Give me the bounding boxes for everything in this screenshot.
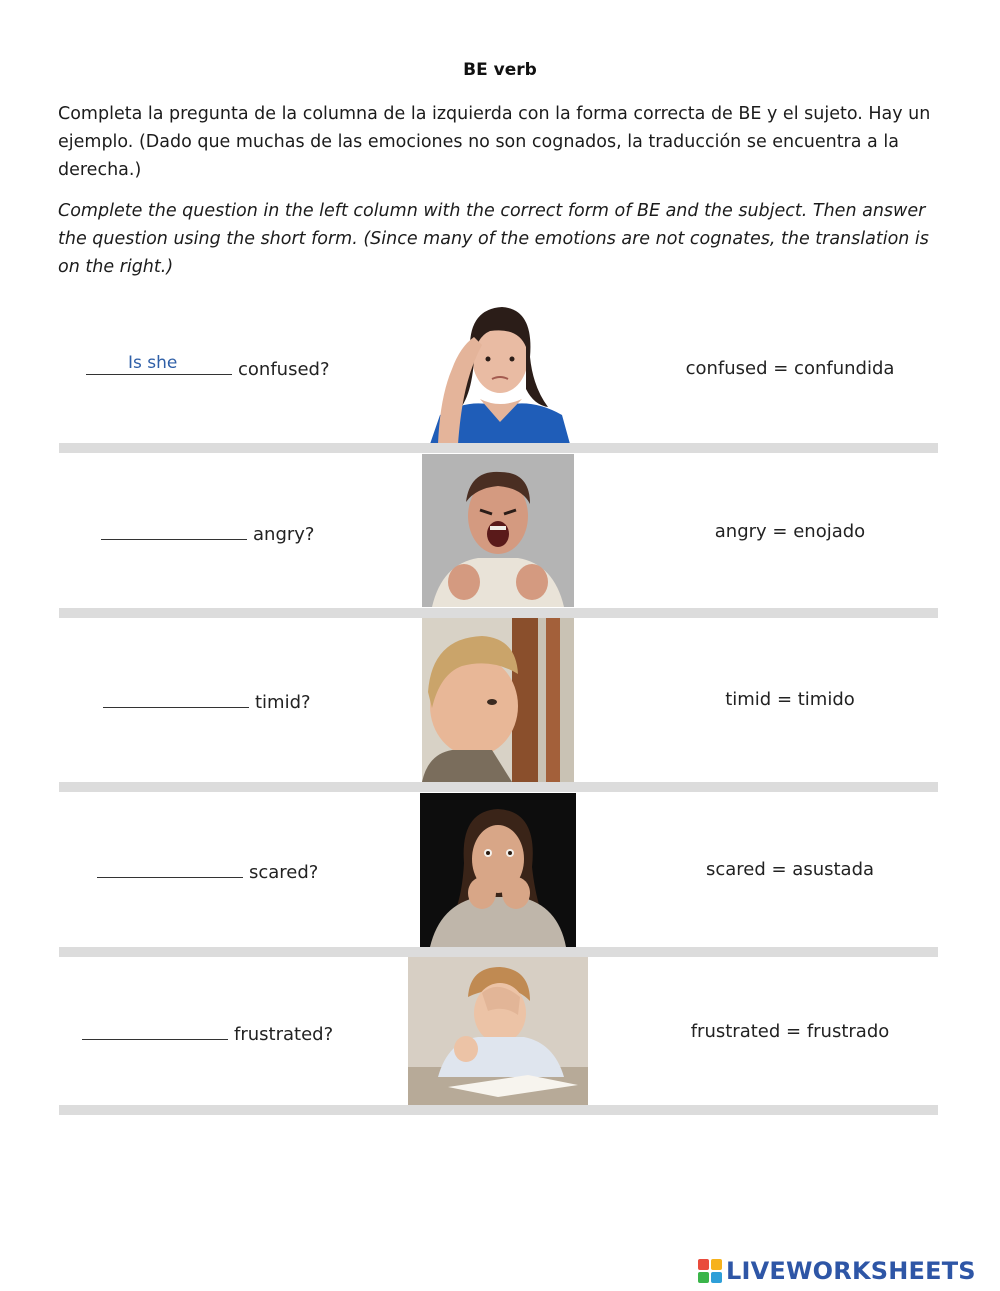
- answer-input-2[interactable]: [101, 521, 247, 540]
- row-divider-5: [59, 1105, 938, 1115]
- question-4: [97, 859, 318, 883]
- question-1: [86, 353, 330, 380]
- translation-2: angry = enojado: [714, 521, 866, 542]
- photo-frustrated-boy: [408, 957, 588, 1105]
- photo-angry-man: [422, 454, 574, 607]
- row-divider-2: [59, 608, 938, 618]
- question-5: [82, 1021, 333, 1045]
- question-label-5: frustrated?: [234, 1024, 334, 1045]
- liveworksheets-logo: [698, 1256, 976, 1286]
- answer-input-1[interactable]: [86, 353, 232, 375]
- question-label-3: timid?: [255, 692, 311, 713]
- translation-1: confused = confundida: [685, 358, 895, 379]
- liveworksheets-logo-text: LIVEWORKSHEETS: [726, 1257, 976, 1285]
- question-label-2: angry?: [253, 524, 315, 545]
- question-2: [101, 521, 314, 545]
- translation-5: frustrated = frustrado: [690, 1021, 890, 1042]
- photo-timid-boy: [422, 618, 574, 782]
- answer-text-1: Is she: [128, 353, 178, 373]
- answer-input-3[interactable]: [103, 689, 249, 708]
- row-divider-4: [59, 947, 938, 957]
- question-label-4: scared?: [249, 862, 319, 883]
- liveworksheets-logo-icon: [698, 1259, 722, 1283]
- translation-4: scared = asustada: [705, 859, 875, 880]
- instructions-english: Complete the question in the left column with the correct form of BE and the subject. Then answer the question using the short form. (Since many of the emotions are not cognates, the translation is on the right.): [58, 201, 929, 277]
- answer-input-4[interactable]: [97, 859, 243, 878]
- translation-3: timid = timido: [725, 689, 855, 710]
- instructions-spanish: Completa la pregunta de la columna de la izquierda con la forma correcta de BE y el sujeto. Hay un ejemplo. (Dado que muchas de las emociones no son cognados, la traducción se encuentra a la derecha.): [58, 104, 931, 180]
- question-3: [103, 689, 311, 713]
- photo-scared-woman: [420, 793, 576, 947]
- worksheet-title: BE verb: [463, 60, 537, 80]
- question-label-1: confused?: [238, 359, 330, 380]
- photo-confused-woman: [430, 297, 570, 444]
- row-divider-1: [59, 443, 938, 453]
- row-divider-3: [59, 782, 938, 792]
- answer-input-5[interactable]: [82, 1021, 228, 1040]
